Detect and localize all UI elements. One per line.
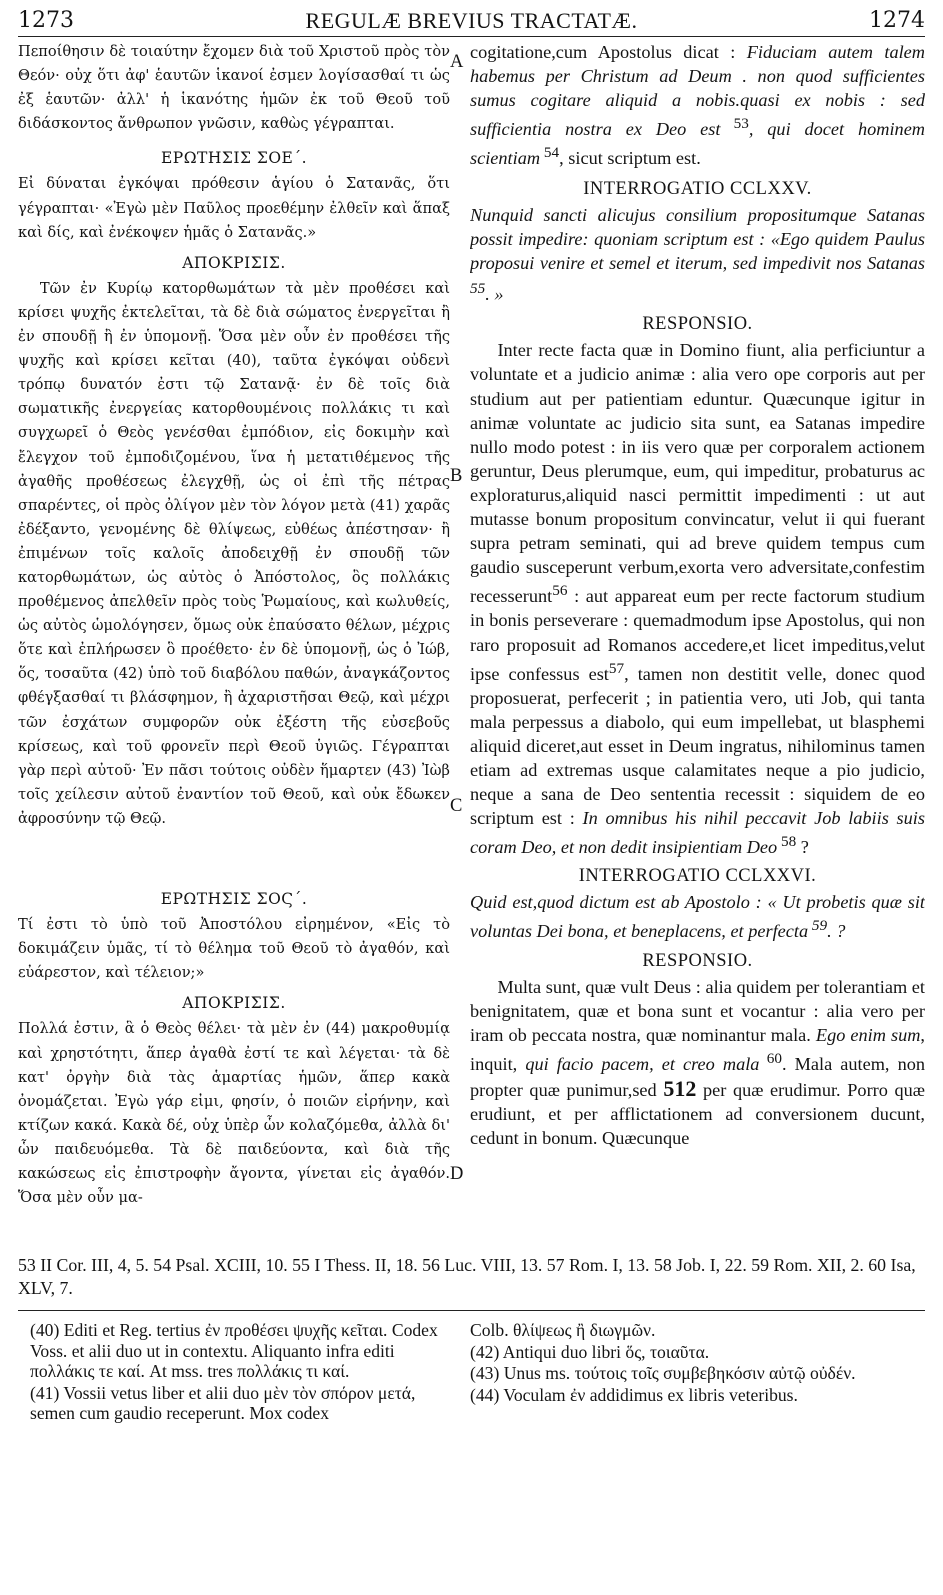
margin-letters [446,40,470,1242]
latin-column [470,40,925,1242]
scripture-references: 53 II Cor. III, 4, 5. 54 Psal. XCIII, 10. 55 I Thess. II, 18. 56 Luc. VIII, 13. 57 Rom. I, 13. 58 Job. I, 22. 59 Rom. XII, 2. 60 Isa, XLV, 7. [18,1255,916,1298]
latin-answer-275 [470,338,925,859]
footnote-ref-55: 55 [470,280,486,298]
page-header [18,8,925,38]
latin-question-275-text: Nunquid sancti alicujus consilium propositumque Satanas possit impedire: quoniam scriptum est : «Ego quidem Paulus proposui venire et semel et iterum, sed impedivit nos Satanas [470,204,925,273]
latin-answer-276-part-2: , inquit, [470,1025,925,1075]
note-43: (43) Unus ms. τούτοις τοῖς συμβεβηκόσιν αὐτῷ οὐδέν. [470,1363,856,1383]
footnote-ref-59: 59 [808,916,828,934]
greek-response-heading: ΑΠΟΚΡΙΣΙΣ. [182,253,286,272]
note-41-continued: Colb. θλίψεως ἢ διωγμῶν. [470,1320,656,1340]
page-number-right: 1274 [869,8,925,33]
latin-answer-276-part-1: Multa sunt, quæ vult Deus : alia quidem per tolerantiam et benignitatem, quæ et bona sunt et vocantur : alia vero per iram ob peccata nostra, quæ nominantur mala. [470,977,925,1046]
footnote-ref-53: 53 [720,115,749,133]
latin-question-276 [470,890,925,943]
latin-answer-276-part-3: . Mala autem, non propter quæ punimur,sed [470,1054,925,1100]
greek-column [18,40,450,1242]
greek-answer-276: Πολλά ἐστιν, ἃ ὁ Θεὸς θέλει· τὰ μὲν ἐν (44) μακροθυμίᾳ καὶ χρηστότητι, ἅπερ ἀγαθὰ ἐστί τε καὶ λέγεται· τὰ δὲ κατ' ὀργὴν διὰ τὰς ἁμαρτίας ἡμῶν, ἅπερ κακὰ ὀνομάζεται. Ἐγὼ γάρ εἰμι, φησίν, ὁ ποιῶν εἰρήνην, καὶ κτίζων κακά. Κακὰ δέ, οὐχ ὑπὲρ ὧν κολαζόμεθα, ἀλλὰ δι' ὧν παιδευόμεθα. Τὰ δὲ παιδεύοντα, καὶ διὰ τῆς κακώσεως εἰς ἐπιστροφὴν ἄγοντα, γίνεται εἰς ἀγαθόν. Ὅσα μὲν οὖν μα- [18,1020,450,1207]
greek-answer-275: Τῶν ἐν Κυρίῳ κατορθωμάτων τὰ μὲν προθέσει καὶ κρίσει ψυχῆς ἐκτελεῖται, τὰ δὲ διὰ σώματος ἐνεργεῖται ἢ ἐν σπουδῇ ἢ ἐν ὑπομονῇ. Ὅσα μὲν οὖν ἐν προθέσει τῆς ψυχῆς καὶ κρίσει κεῖται (40), ταῦτα ἐγκόψαι οὐδενὶ τρόπῳ δυνατόν ἐστι τῷ Σατανᾷ· ἐν δὲ τοῖς διὰ σωματικῆς ἐνεργείας κατορθουμένοις πολλάκις τι καὶ συγχωρεῖ ὁ Θεὸς γενέσθαι ἐμπόδιον, εἰς δοκιμὴν καὶ ἔλεγχον τοῦ ἐμποδιζομένου, ἵνα ἡ μετατιθέμενος τῆς ἀγαθῆς προθέσεως ἐλεγχθῇ, ὡς οἱ ἐπὶ τῆς πέτρας σπαρέντες, οἱ πρὸς ὀλίγον μὲν τὸν λόγον μετὰ (41) χαρᾶς ἐδέξαντο, γενομένης δὲ θλίψεως, εὐθέως ἀπέστησαν· ἢ ἐπιμένων τοῖς καλοῖς ἀποδειχθῇ ἐν σπουδῇ τῶν κατορθωμάτων, ὡς αὐτὸς ὁ Ἀπόστολος, ὃς πολλάκις προθέμενος ἀπελθεῖν πρὸς τοὺς Ῥωμαίους, καὶ κωλυθείς, ὡς αὐτὸς ὡμολόγησεν, ὅμως οὐκ ἐπαύσατο θέλων, μέχρις ὅτε καὶ ἐπλήρωσεν ὃ προέθετο· ἐν δὲ ὑπομονῇ, ὡς ὁ Ἰώβ, ὅς, τοσαῦτα (42) ὑπὸ τοῦ διαβόλου παθών, ἀναγκάζοντος φθέγξασθαί τι βλάσφημον, ἢ ἀχαριστῆσαι Θεῷ, καὶ μέχρι τῶν ἐσχάτων συμφορῶν οὐκ ἐξέστη τῆς εὐσεβοῦς κρίσεως, καὶ τοῦ φρονεῖν περὶ Θεοῦ ὑγιῶς. Γέγραπται γὰρ περὶ αὐτοῦ· Ἐν πᾶσι τούτοις οὐδὲν ἥμαρτεν (43) Ἰὼβ τοῖς χείλεσιν αὐτοῦ ἐναντίον τοῦ Θεοῦ, καὶ οὐκ ἔδωκεν ἀφροσύνην τῷ Θεῷ. [18,279,450,827]
note-40: (40) Editi et Reg. tertius ἐν προθέσει ψυχῆς κεῖται. Codex Voss. et alii duo ut in contextu. Aliquanto infra editi πολλάκις τε καί. At mss. tres πολλάκις τι καί. [30,1320,438,1381]
latin-answer-276-quote-2: qui facio pacem, et creo mala [525,1054,760,1075]
latin-answer-275-part-2: : aut appareat eum per recte factorum studium in bonis perseverare : quemadmodum ipse Apostolus, qui non raro proposuit ad Romanos accedere,et licet impeditus,velut ipse confessus est [470,586,925,684]
footnote-ref-58: 58 [777,833,797,851]
latin-answer-275-part-3: , tamen non destitit velle, donec quod proposuerat, perfecerit ; in patientia vero, uti Job, qui tanta mala perpessus a diabolo, qui eum impellebat, ut blasphemi aliquid diceret,aut esset in Deum ingratus, nihilominus tamen etiam ad extremas usque calamitates neque a pio judicio, neque a sana de Deo sententia recessit : siquidem de eo scriptum est : [470,663,925,829]
latin-intro-end: , sicut scriptum est. [559,148,701,169]
header-rule [18,36,925,37]
note-44: (44) Voculam ἐν addidimus ex libris veteribus. [470,1384,798,1405]
latin-question-276-text: Quid est,quod dictum est ab Apostolo : « Ut probetis quæ sit voluntas Dei bona, et beneplacens, et perfecta [470,891,925,941]
latin-response-heading-2: RESPONSIO. [642,950,753,971]
notes-rule [18,1310,925,1311]
margin-letter-b: B [450,466,463,486]
latin-answer-276 [470,975,925,1150]
greek-question-275: Εἰ δύναται ἐγκόψαι πρόθεσιν ἁγίου ὁ Σατανᾶς, ὅτι γέγραπται· «Ἐγὼ μὲν Παῦλος προεθέμην ἐλθεῖν καὶ ἅπαξ καὶ δίς, καὶ ἐνέκοψεν ἡμᾶς ὁ Σατανᾶς.» [18,175,450,241]
latin-question-275 [470,203,925,306]
footnote-ref-56: 56 [552,582,568,600]
footnote-ref-60: 60 [759,1050,782,1068]
note-42: (42) Antiqui duo libri ὅς, τοιαῦτα. [470,1341,710,1362]
greek-question-276-heading: ΕΡΩΤΗΣΙΣ ΣΟϚ΄. [160,890,308,908]
margin-letter-d: D [450,1164,464,1184]
running-title: REGULÆ BREVIUS TRACTATÆ. [305,8,638,33]
greek-intro: Πεποίθησιν δὲ τοιαύτην ἔχομεν διὰ τοῦ Χριστοῦ πρὸς τὸν Θεόν· οὐχ ὅτι ἀφ' ἑαυτῶν ἱκανοί ἐσμεν λογίσασθαί τι ὡς ἐξ ἑαυτῶν· ἀλλ' ἡ ἱκανότης ἡμῶν ἐκ τοῦ Θεοῦ τοῦ διδάσκοντος ἄνθρωπον γνῶσιν, καθὼς γέγραπται. [18,43,450,133]
latin-intro-text: cogitatione,cum Apostolus dicat : [470,42,747,62]
greek-response-heading-2: ΑΠΟΚΡΙΣΙΣ. [182,994,286,1013]
note-41: (41) Vossii vetus liber et alii duo μὲν τὸν σπόρον μετά, semen cum gaudio receperunt. Mox codex [30,1382,416,1423]
greek-question-276: Τί ἐστι τὸ ὑπὸ τοῦ Ἀποστόλου εἰρημένον, «Εἰς τὸ δοκιμάζειν ὑμᾶς, τί τὸ θέλημα τοῦ Θεοῦ τὸ ἀγαθόν, καὶ εὐάρεστον, καὶ τέλειον;» [18,916,450,982]
latin-answer-275-quote: In omnibus his nihil peccavit Job labiis suis coram Deo, et non dedit insipientiam Deo [470,808,925,858]
latin-answer-275-part-1: Inter recte facta quæ in Domino fiunt, alia perficiuntur a voluntate et a judicio animæ : alia vero ope corporis aut per studium aut per patientiam eduntur. Quæcunque igitur in animæ voluntate ac judicio sita sunt, ea Satanas impedire nullo modo potest : in iis vero quæ per corporalem actionem geruntur, Deus plerumque, eum, qui impeditur, probaturus ac exploraturus,aliquid nasci permittit impedimenti : ut aut mutasse bonum propositum convincatur, velut ii qui fuerant supra petram seminati, qui ad breve quidem tempus cum gaudio susceperunt verbum,exorta vero adversitate,confestim recesserunt [470,340,925,607]
notes-right [470,1320,925,1406]
latin-question-275-end: . » [485,284,504,305]
latin-answer-276-part-4: per quæ erudimur. Porro quæ erudiunt, et per afflictationem ad conversionem ducunt, cedunt in bonum. Quæcunque [470,1079,925,1148]
latin-question-276-heading: INTERROGATIO CCLXXVI. [578,865,817,886]
column-marker-512: 512 [663,1075,697,1101]
latin-question-275-heading: INTERROGATIO CCLXXV. [583,178,812,199]
margin-letter-c: C [450,796,463,816]
footnote-ref-54: 54 [540,144,560,162]
latin-answer-276-quote-1: Ego enim sum [815,1025,921,1046]
greek-question-275-heading: ΕΡΩΤΗΣΙΣ ΣΟΕ΄. [160,149,308,168]
footnote-ref-57: 57 [608,659,625,677]
notes-left [30,1320,440,1425]
latin-intro-quote-2: , qui docet hominem scientiam [470,119,925,169]
latin-question-276-end: . ? [827,920,846,941]
latin-intro-quote: Fiduciam autem talem habemus per Christum ad Deum . non quod sufficientes sumus cogitare aliquid a nobis.quasi ex nobis : sed sufficientia nostra ex Deo est [470,42,925,140]
latin-intro [470,40,925,171]
latin-response-heading: RESPONSIO. [642,314,753,335]
latin-answer-275-end: ? [796,837,809,858]
margin-letter-a: A [450,52,464,72]
page-number-left: 1273 [18,8,74,33]
